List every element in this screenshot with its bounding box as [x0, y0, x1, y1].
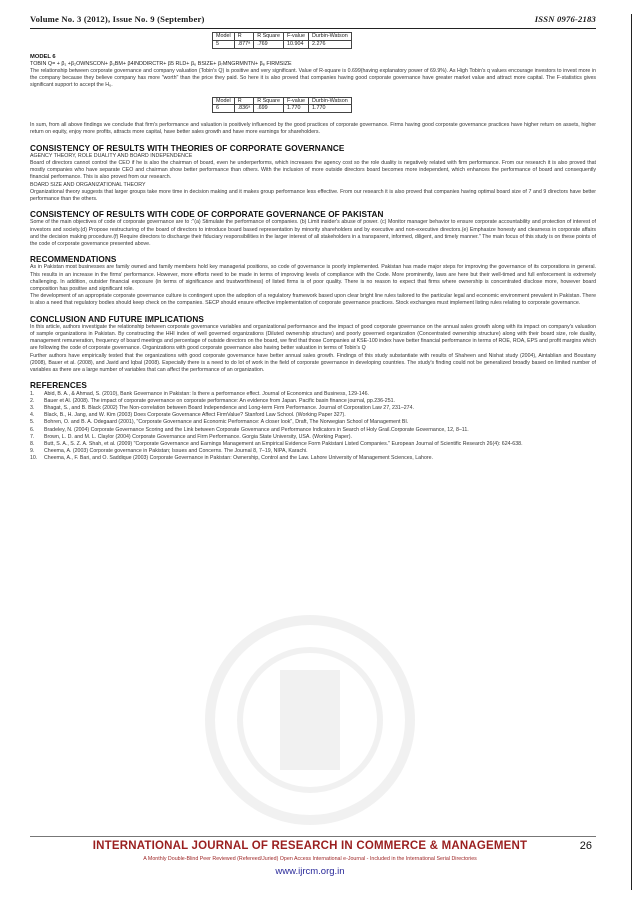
list-item [30, 455, 596, 462]
journal-footer [30, 836, 596, 886]
journal-title: INTERNATIONAL JOURNAL OF RESEARCH IN COMMERCE & MANAGEMENT [92, 840, 528, 852]
recommendations-paragraph-2: The development of an appropriate corporate governance culture is contingent upon the adoption of a regulatory framework based upon clear bright line rules tailored to the particular legal and economic environment prevalent in Pakistan. There is also a need that regulatory bodies should keep check on the companies. SECP should ensure effective implementation of corporate governance practices. Stock exchanges must implement listing rules relating to corporate governance. [30, 293, 596, 307]
board-size-paragraph: Organizational theory suggests that larger groups take more time in decision making and it makes group performance less effective. From our research it is also proved that companies having optimal board size of 7 and 9 directors have better performance than the others. [30, 188, 596, 203]
table-cell: 1.770 [308, 105, 351, 113]
summary-paragraph: In sum, from all above findings we conclude that firm's performance and valuation is positively influenced by the good practices of corporate governance. Firms having good corporate governance practices have higher return on assets, higher return on equity, enjoy more profits, attracts more capital, have better sales growth and have more earnings for shareholders. [30, 122, 596, 136]
section-heading-conclusion: CONCLUSION AND FUTURE IMPLICATIONS [30, 314, 204, 324]
table-row [213, 40, 352, 48]
model5-summary-table [212, 32, 352, 49]
header-rule [30, 28, 596, 29]
section-heading-theories: CONSISTENCY OF RESULTS WITH THEORIES OF CORPORATE GOVERNANCE [30, 143, 345, 153]
conclusion-paragraph-2: Further authors have empirically tested that the organizations with good corporate governance have better annual sales growth. Findings of this study substantiate with results of Shaheen and Nishat study (2004), Aintablian and Boustany (2008), Bauer et al. (2008), and Javid and Iqbal (2008). Especially there is a need to do lot of work in the field of corporate governance in developing countries. The study's finding could not be generalized broadly based on limited number of variables as there are a large number of variables that can affect the performance of an organization. [30, 352, 596, 374]
table-cell: 5 [213, 40, 235, 48]
table-cell: .836ᵃ [234, 105, 254, 113]
reference-text: Butt, S. A., S. Z. A. Shah, et al. (2009) "Corporate Governance and Earnings Management an Empirical Evidence Form Pakistani Listed Companies." European Journal of Scientific Research 26(4): 624-638. [44, 440, 523, 447]
reference-text: Brown, L. D. and M. L. Claylor (2004) Corporate Governance and Firm Performance. Gorgia State University, USA. (Working Paper). [44, 433, 352, 440]
reference-number: 4. [30, 412, 35, 419]
journal-url-link[interactable]: www.ijrcm.org.in [275, 866, 345, 877]
reference-text: Bauer et Al. (2008). The impact of corporate governance on corporate performance: An evidence from Japan. Pacific basin finance journal, pp.236-251. [44, 397, 395, 404]
reference-text: Bradeley, N. (2004) Corporate Governance Scoring and the Link between Corporate Governance and Performance Indicators in Search of Holy Grail.Corporate Governance, 12, 8–11. [44, 426, 469, 433]
model6-formula: TOBIN Q= + β₁ +β₂OWNSCON+ β₃BM+ β4INDDIRCTR+ β5 RLD+ β₆ BSIZE+ β₇MNGRMNTN+ β₈ FIRMSIZE [30, 60, 292, 67]
page-border-line [631, 14, 632, 890]
volume-issue-label: Volume No. 3 (2012), Issue No. 9 (September) [30, 14, 205, 24]
code-paragraph: Some of the main objectives of code of corporate governance are to :"(a) Stimulate the performance of companies. (b) Limit insider's abuse of power. (c) Monitor manager behavior to ensure corporate accountability and protection of interest of investors and society.(d) Propose restructuring of the board of directors to introduce board based representation by minority shareholders and by executive and non-executive directors.(e) Emphasize honesty and clearness in corporate affairs and the decision making procedure.(f) Require directors to discharge their fiduciary responsibilities in the larger interest of all stakeholders in a transparent, informed, diligent, and timely manner." The main focus of this study is on these points of the code of corporate governance presented above. [30, 219, 596, 248]
model6-paragraph: The relationship between corporate governance and company valuation (Tobin's Q) is positive and very significant. Value of R-square is 0.699(having explanatory power of 69.9%). As High Tobin's q values encourage investors to invest more in the company because they believe company has more "worth" than the price they paid. So here it is also proved that companies having good corporate governance have greater market value and attract more capital. The F-statistics gives significant support to accept the H₆. [30, 68, 596, 89]
model6-heading: MODEL 6 [30, 53, 56, 60]
table-row [213, 105, 352, 113]
table-header-cell: R [234, 33, 254, 41]
table-header-cell: R [234, 97, 254, 105]
list-item [30, 391, 596, 398]
section-heading-code: CONSISTENCY OF RESULTS WITH CODE OF CORPORATE GOVERNANCE OF PAKISTAN [30, 210, 384, 220]
list-item [30, 448, 596, 455]
journal-tagline: A Monthly Double-Blind Peer Reviewed (Refereed/Juried) Open Access International e-Journal - Included in the International Serial Directories [143, 856, 477, 862]
recommendations-paragraph-1: As in Pakistan most businesses are family owned and family members hold key managerial positions, so code of governance is poorly implemented. Pakistan has made major steps for improving the governance of its corporations in general. This results in an increase in the firms' performance. However, more efforts need to be made in terms of improving levels of compliance with the Code. More prominently, laws are here but their well-timed and full enforcement is extremely challenging. In addition, outsider financial exposure (in terms of significance and trustworthiness) of listed firms is of poor quality. There is no reason to expect that firms where ownership is concentrated disclose more, however board composition has positive and significant role. [30, 264, 596, 293]
reference-text: Bhagat, S., and B. Black (2002) The Non-correlation between Board Independence and Long-term Firm Performance. Journal of Corporation Law 27, 231–274. [44, 404, 414, 411]
reference-list [30, 391, 596, 463]
table-cell: 10.904 [283, 40, 308, 48]
table-header-cell: Model [213, 97, 235, 105]
reference-number: 2. [30, 397, 35, 404]
reference-number: 9. [30, 448, 35, 455]
conclusion-paragraph-1: In this article, authors investigate the relationship between corporate governance variables and organizational performance and the impact of good corporate governance on the annual sales growth along with its impact on company's valuation of sample organizations in Pakistan. By constructing the HHI index of well governed organizations (Diluted ownership structure) and poorly governed organization (Concentrated ownership structure) along with their board size, role duality, management remuneration, frequency of board meetings and percentage of outside directors on the board, we find that those Companies at KSE-100 index have better financial performance in terms of ROE, ROA, EPS and profit margins which are following the code of corporate governance. Organizations with good corporate governance also having better valuation in terms of Tobin's Q [30, 323, 596, 352]
section-heading-recommendations: RECOMMENDATIONS [30, 255, 117, 265]
reference-number: 8. [30, 440, 35, 447]
reference-number: 1. [30, 390, 35, 397]
list-item [30, 427, 596, 434]
list-item [30, 434, 596, 441]
table-cell: .699 [254, 105, 284, 113]
table-header-cell: R Square [254, 97, 284, 105]
reference-number: 5. [30, 419, 35, 426]
table-cell: .769 [254, 40, 284, 48]
reference-text: Cheema, A., F. Bari, and O. Saddique (2003) Corporate Governance in Pakistan: Ownership, Control and the Law. Lahore University of Management Sciences, Lahore. [44, 455, 434, 462]
issn-label: ISSN 0976-2183 [534, 14, 596, 24]
list-item [30, 419, 596, 426]
table-header-cell: Durbin-Watson [308, 33, 351, 41]
list-item [30, 441, 596, 448]
reference-number: 7. [30, 433, 35, 440]
subheading-agency-theory: AGENCY THEORY, ROLE DUALITY AND BOARD INDEPENDENCE [30, 152, 193, 159]
table-header-cell: Model [213, 33, 235, 41]
table-header-row [213, 97, 352, 105]
table-header-row [213, 33, 352, 41]
table-header-cell: R Square [254, 33, 284, 41]
table-header-cell: F-value [283, 33, 308, 41]
list-item [30, 412, 596, 419]
reference-number: 3. [30, 404, 35, 411]
reference-text: Cheema, A. (2003) Corporate governance in Pakistan; Issues and Concerns. The Journal 8, 7–19, NIPA, Karachi. [44, 448, 308, 455]
table-cell: 1.770 [283, 105, 308, 113]
page-number: 26 [579, 840, 592, 852]
table-header-cell: F-value [283, 97, 308, 105]
section-heading-references: REFERENCES [30, 381, 87, 391]
model6-summary-table [212, 97, 352, 114]
table-header-cell: Durbin-Watson [308, 97, 351, 105]
watermark-logo-icon [150, 610, 470, 830]
table-cell: .877ᵃ [234, 40, 254, 48]
agency-theory-paragraph: Board of directors cannot control the CEO if he is also the chairman of board, even he underperforms, which increases the agency cost so the role duality is negatively related with firm performance. From our research it is also proved that mostly companies who have separate CEO and chairman show better performance than others. With the inclusion of more outside directors board becomes more independent, which enhances the performance of board and consequently financial performance. This is also proved from our research. [30, 160, 596, 181]
subheading-board-size: BOARD SIZE AND ORGANIZATIONAL THEORY [30, 181, 146, 188]
table-cell: 6 [213, 105, 235, 113]
reference-number: 10. [30, 455, 38, 462]
reference-text: Bohren, O. and B. A. Odegaard (2001), "Corporate Governance and Economic Performance: A closer look", Draft, The Norwegian School of Management BI. [44, 419, 409, 426]
list-item [30, 405, 596, 412]
article-body [30, 32, 596, 463]
footer-rule [30, 836, 596, 837]
reference-number: 6. [30, 426, 35, 433]
list-item [30, 398, 596, 405]
reference-text: Black, B., H. Jang, and W. Kim (2003) Does Corporate Governance Affect FirmValue? Stanford Law School. (Working Paper 327). [44, 412, 346, 419]
table-cell: 2.276 [308, 40, 351, 48]
reference-text: Abid, B. A., & Ahmad, S. (2010), Bank Governance in Pakistan: Is there a performance effect. Journal of Economics and Business, 129-146. [44, 390, 370, 397]
